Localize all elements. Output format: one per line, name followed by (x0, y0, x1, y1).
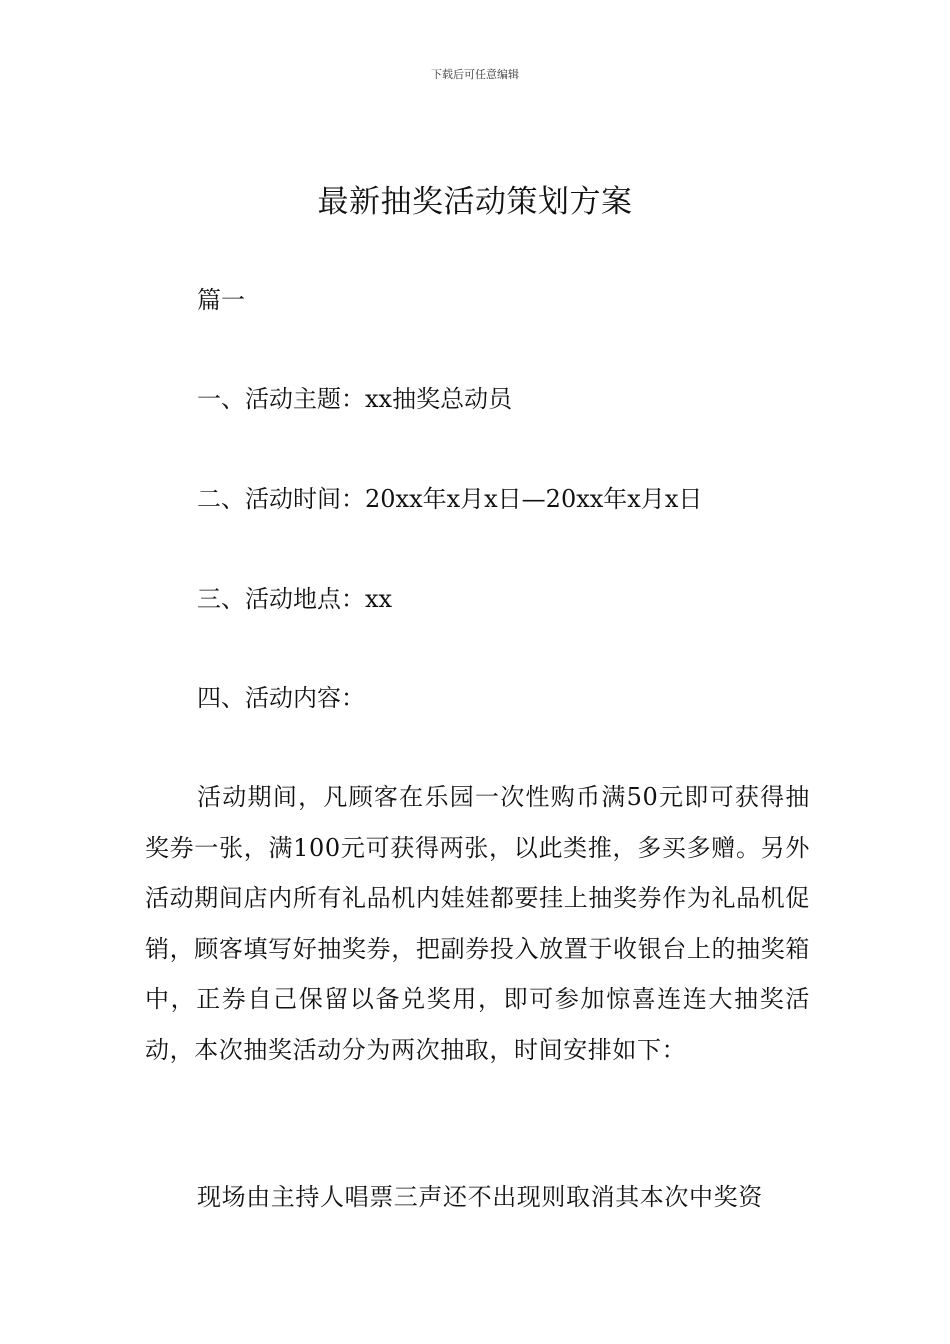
item-time: 二、活动时间：20xx年x月x日—20xx年x月x日 (197, 485, 703, 513)
item-content: 四、活动内容： (197, 684, 365, 712)
document-title: 最新抽奖活动策划方案 (317, 184, 633, 220)
header-note: 下载后可任意编辑 (431, 68, 519, 81)
item-theme: 一、活动主题：xx抽奖总动员 (197, 385, 513, 413)
section-label: 篇一 (197, 286, 245, 314)
item-location: 三、活动地点：xx (197, 585, 393, 613)
content-paragraph: 活动期间，凡顾客在乐园一次性购币满50元即可获得抽奖券一张，满100元可获得两张，以此类推，多买多赠。另外活动期间店内所有礼品机内娃娃都要挂上抽奖券作为礼品机促销，顾客填写好抽奖券，把副券投入放置于收银台上的抽奖箱中，正券自己保留以备兑奖用，即可参加惊喜连连大抽奖活动，本次抽奖活动分为两次抽取，时间安排如下： (145, 783, 810, 1064)
content-paragraph-continued: 现场由主持人唱票三声还不出现则取消其本次中奖资 (197, 1183, 763, 1211)
